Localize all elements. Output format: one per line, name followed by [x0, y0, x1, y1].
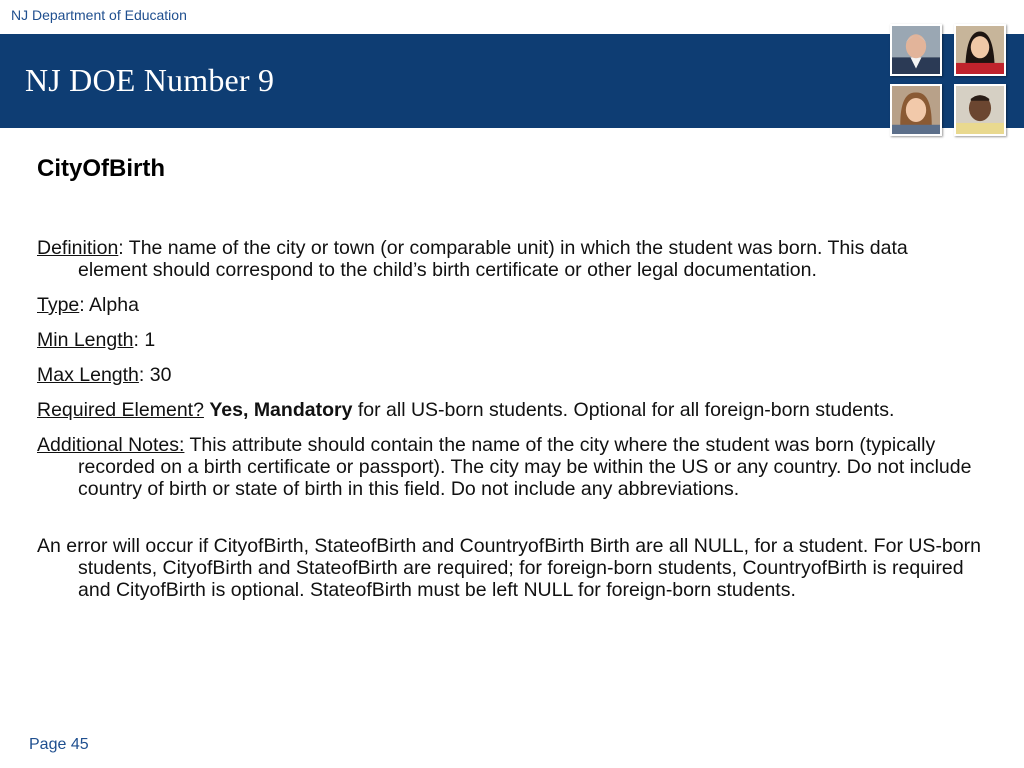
- type-value: : Alpha: [79, 294, 139, 316]
- max-length-value: : 30: [138, 364, 172, 386]
- person-photo-image: [956, 86, 1004, 134]
- required-text: for all US-born students. Optional for all foreign-born students.: [352, 399, 895, 421]
- person-photo-image: [956, 26, 1004, 74]
- definition-text: : The name of the city or town (or comparable unit) in which the student was born. This data element should correspond to the child’s birth certificate or other legal documentation.: [78, 237, 908, 281]
- type-row: [37, 294, 982, 316]
- person-photo: [890, 24, 942, 76]
- element-heading: CityOfBirth: [37, 155, 165, 182]
- element-definition-body: [37, 237, 982, 601]
- person-photo: [890, 84, 942, 136]
- person-photo: [954, 84, 1006, 136]
- person-photo-image: [892, 86, 940, 134]
- min-length-label: Min Length: [37, 329, 134, 351]
- org-label: NJ Department of Education: [11, 7, 187, 23]
- max-length-row: [37, 364, 982, 386]
- definition-label: Definition: [37, 237, 119, 259]
- max-length-label: Max Length: [37, 364, 139, 386]
- error-note: An error will occur if CityofBirth, StateofBirth and CountryofBirth Birth are all NULL, for a student. For US-born students, CityofBirth and StateofBirth are required; for foreign-born students, CountryofBirth is required and CityofBirth is optional. StateofBirth must be left NULL for foreign-born students.: [37, 535, 981, 601]
- notes-label: Additional Notes:: [37, 434, 185, 456]
- required-row: [37, 399, 982, 421]
- person-photo: [954, 24, 1006, 76]
- page-number: Page 45: [29, 736, 89, 753]
- type-label: Type: [37, 294, 80, 316]
- required-emphasis: Yes, Mandatory: [209, 399, 353, 421]
- min-length-value: : 1: [133, 329, 156, 351]
- definition-row: [37, 237, 982, 281]
- person-photo-image: [892, 26, 940, 74]
- notes-text: This attribute should contain the name of the city where the student was born (typically recorded on a birth certificate or passport). The city may be within the US or any country. Do not include country of birth or state of birth in this field. Do not include any abbreviations.: [78, 434, 972, 500]
- required-label: Required Element?: [37, 399, 204, 421]
- min-length-row: [37, 329, 982, 351]
- page-title: NJ DOE Number 9: [25, 62, 275, 98]
- notes-row: [37, 434, 982, 500]
